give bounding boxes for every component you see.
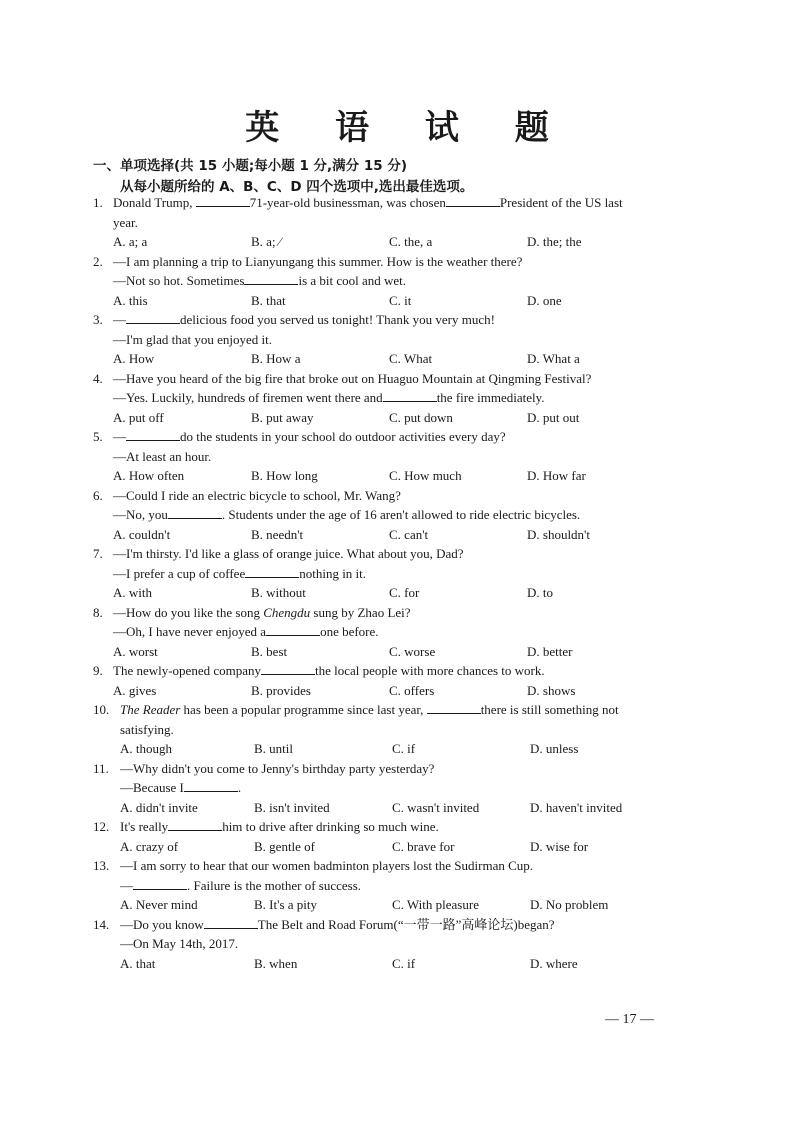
question-number: 4. (93, 370, 103, 386)
question-text: —I am planning a trip to Lianyungang this summer. How is the weather there? (113, 253, 523, 269)
question-item (93, 193, 683, 252)
option-row (93, 681, 683, 701)
section-heading: 一、单项选择(共 15 小题;每小题 1 分,满分 15 分) (93, 158, 408, 174)
answer-blank (446, 194, 500, 207)
option-row (93, 837, 683, 857)
option-row (93, 583, 683, 603)
answer-blank (427, 701, 481, 714)
question-number: 10. (93, 702, 110, 717)
option-row (93, 232, 683, 252)
question-item (93, 486, 683, 545)
answer-option: A. this (113, 292, 148, 308)
question-text-line: — . Failure is the mother of success. (120, 877, 362, 893)
answer-blank (168, 818, 222, 831)
answer-option: B. a; ∕ (251, 234, 281, 249)
answer-option: B. How long (251, 468, 318, 483)
answer-option: D. shows (527, 682, 576, 698)
answer-option: B. when (254, 955, 298, 971)
answer-option: C. offers (389, 682, 435, 698)
answer-option: D. to (527, 585, 553, 600)
question-item (93, 915, 683, 974)
question-text: Donald Trump, 71-year-old businessman, was chosen President of the US last (113, 195, 623, 210)
option-row (93, 739, 683, 759)
answer-option: A. gives (113, 682, 157, 698)
question-number: 8. (93, 604, 103, 620)
answer-option: D. the; the (527, 234, 582, 249)
question-number: 7. (93, 546, 103, 561)
question-text-line: —Yes. Luckily, hundreds of firemen went there and the fire immediately. (113, 390, 545, 405)
question-text-line: —I'm glad that you enjoyed it. (113, 331, 273, 347)
answer-option: A. couldn't (113, 526, 171, 542)
answer-blank (133, 877, 187, 890)
question-text: — do the students in your school do outdoor activities every day? (113, 429, 506, 444)
answer-option: C. worse (389, 643, 436, 659)
question-text-line: —Because I . (120, 780, 242, 795)
answer-option: A. a; a (113, 234, 148, 249)
option-row (93, 466, 683, 486)
answer-option: D. where (530, 955, 578, 971)
answer-blank (184, 779, 238, 792)
option-row (93, 408, 683, 428)
answer-option: A. crazy of (120, 838, 179, 854)
question-item (93, 544, 683, 603)
answer-option: C. What (389, 351, 433, 366)
question-text: It's really him to drive after drinking so much wine. (120, 819, 439, 834)
question-text: —I am sorry to hear that our women badminton players lost the Sudirman Cup. (120, 858, 534, 873)
question-item (93, 369, 683, 428)
answer-blank (261, 662, 315, 675)
answer-option: B. provides (251, 682, 311, 698)
question-text: —Do you know The Belt and Road Forum(“一带一路”高峰论坛)began? (120, 916, 555, 932)
question-number: 1. (93, 195, 103, 210)
question-text: —Could I ride an electric bicycle to school, Mr. Wang? (113, 487, 401, 503)
answer-blank (196, 194, 250, 207)
question-number: 9. (93, 663, 103, 678)
answer-option: B. How a (251, 351, 301, 366)
answer-option: C. wasn't invited (392, 799, 480, 815)
question-list (93, 193, 683, 973)
question-item (93, 603, 683, 662)
answer-option: B. isn't invited (254, 799, 330, 815)
question-item (93, 427, 683, 486)
answer-option: D. How far (527, 468, 586, 483)
option-row (93, 525, 683, 545)
question-number: 11. (93, 760, 109, 776)
answer-option: D. wise for (530, 838, 589, 854)
page-title: 英 语 试 题 (245, 108, 571, 148)
question-text: — delicious food you served us tonight! Thank you very much! (113, 312, 495, 327)
question-text-line: year. (113, 214, 138, 230)
answer-option: D. No problem (530, 897, 609, 912)
answer-option: C. How much (389, 468, 462, 483)
question-number: 5. (93, 429, 103, 444)
answer-option: B. gentle of (254, 838, 316, 854)
question-text: The newly-opened company the local people with more chances to work. (113, 663, 545, 678)
question-text-line: —On May 14th, 2017. (120, 936, 239, 951)
answer-option: A. that (120, 955, 156, 971)
question-text-line: —At least an hour. (113, 448, 212, 464)
question-text-line: —No, you . Students under the age of 16 aren't allowed to ride electric bicycles. (113, 507, 581, 522)
answer-option: A. with (113, 585, 152, 600)
answer-option: D. better (527, 643, 573, 659)
answer-option: B. that (251, 292, 286, 308)
answer-blank (244, 272, 298, 285)
question-number: 14. (93, 916, 110, 932)
question-text: —Why didn't you come to Jenny's birthday party yesterday? (120, 760, 435, 776)
option-row (93, 954, 683, 974)
answer-option: A. put off (113, 409, 164, 425)
answer-option: D. put out (527, 409, 580, 425)
answer-option: B. put away (251, 409, 314, 425)
answer-option: A. Never mind (120, 897, 198, 912)
answer-blank (266, 623, 320, 636)
option-row (93, 349, 683, 369)
answer-option: B. needn't (251, 526, 304, 542)
option-row (93, 291, 683, 311)
answer-option: D. What a (527, 351, 580, 366)
answer-blank (245, 565, 299, 578)
answer-option: A. How (113, 351, 155, 366)
answer-option: C. if (392, 955, 416, 971)
question-text-line: —Not so hot. Sometimes is a bit cool and wet. (113, 273, 407, 288)
question-text: The Reader has been a popular programme since last year, there is still something not (120, 702, 619, 717)
answer-option: A. didn't invite (120, 799, 198, 815)
answer-blank (168, 506, 222, 519)
section-instruction: 从每小题所给的 A、B、C、D 四个选项中,选出最佳选项。 (120, 179, 474, 195)
answer-blank (383, 389, 437, 402)
question-number: 13. (93, 858, 110, 873)
option-row (93, 642, 683, 662)
question-text: —I'm thirsty. I'd like a glass of orange juice. What about you, Dad? (113, 546, 464, 561)
question-text-line: —Oh, I have never enjoyed a one before. (113, 624, 379, 639)
answer-option: D. one (527, 292, 562, 308)
option-row (93, 895, 683, 915)
answer-option: C. it (389, 292, 412, 308)
answer-option: A. How often (113, 468, 185, 483)
answer-option: C. brave for (392, 838, 455, 854)
question-number: 6. (93, 487, 103, 503)
option-row (93, 798, 683, 818)
question-number: 3. (93, 312, 103, 327)
answer-blank (204, 916, 258, 929)
answer-option: B. It's a pity (254, 897, 318, 912)
page-number: — 17 — (605, 1012, 654, 1027)
answer-option: C. can't (389, 526, 429, 542)
question-number: 2. (93, 253, 103, 269)
answer-option: A. worst (113, 643, 158, 659)
question-item (93, 817, 683, 856)
question-item (93, 661, 683, 700)
answer-option: D. haven't invited (530, 799, 623, 815)
answer-blank (126, 428, 180, 441)
answer-option: C. With pleasure (392, 897, 479, 912)
question-text: —Have you heard of the big fire that broke out on Huaguo Mountain at Qingming Festival? (113, 370, 592, 386)
answer-option: D. shouldn't (527, 526, 591, 542)
answer-option: B. without (251, 585, 306, 600)
question-number: 12. (93, 819, 110, 834)
question-item (93, 856, 683, 915)
answer-option: B. best (251, 643, 288, 659)
answer-option: A. though (120, 741, 172, 756)
question-text-line: satisfying. (120, 721, 174, 737)
answer-blank (126, 311, 180, 324)
question-text: —How do you like the song Chengdu sung by Zhao Lei? (113, 604, 411, 620)
question-item (93, 700, 683, 759)
answer-option: C. for (389, 585, 420, 600)
answer-option: B. until (254, 741, 294, 756)
answer-option: C. if (392, 741, 416, 756)
question-item (93, 310, 683, 369)
answer-option: C. the, a (389, 234, 433, 249)
answer-option: C. put down (389, 409, 453, 425)
question-text-line: —I prefer a cup of coffee nothing in it. (113, 565, 367, 581)
question-item (93, 759, 683, 818)
question-item (93, 252, 683, 311)
answer-option: D. unless (530, 741, 579, 756)
